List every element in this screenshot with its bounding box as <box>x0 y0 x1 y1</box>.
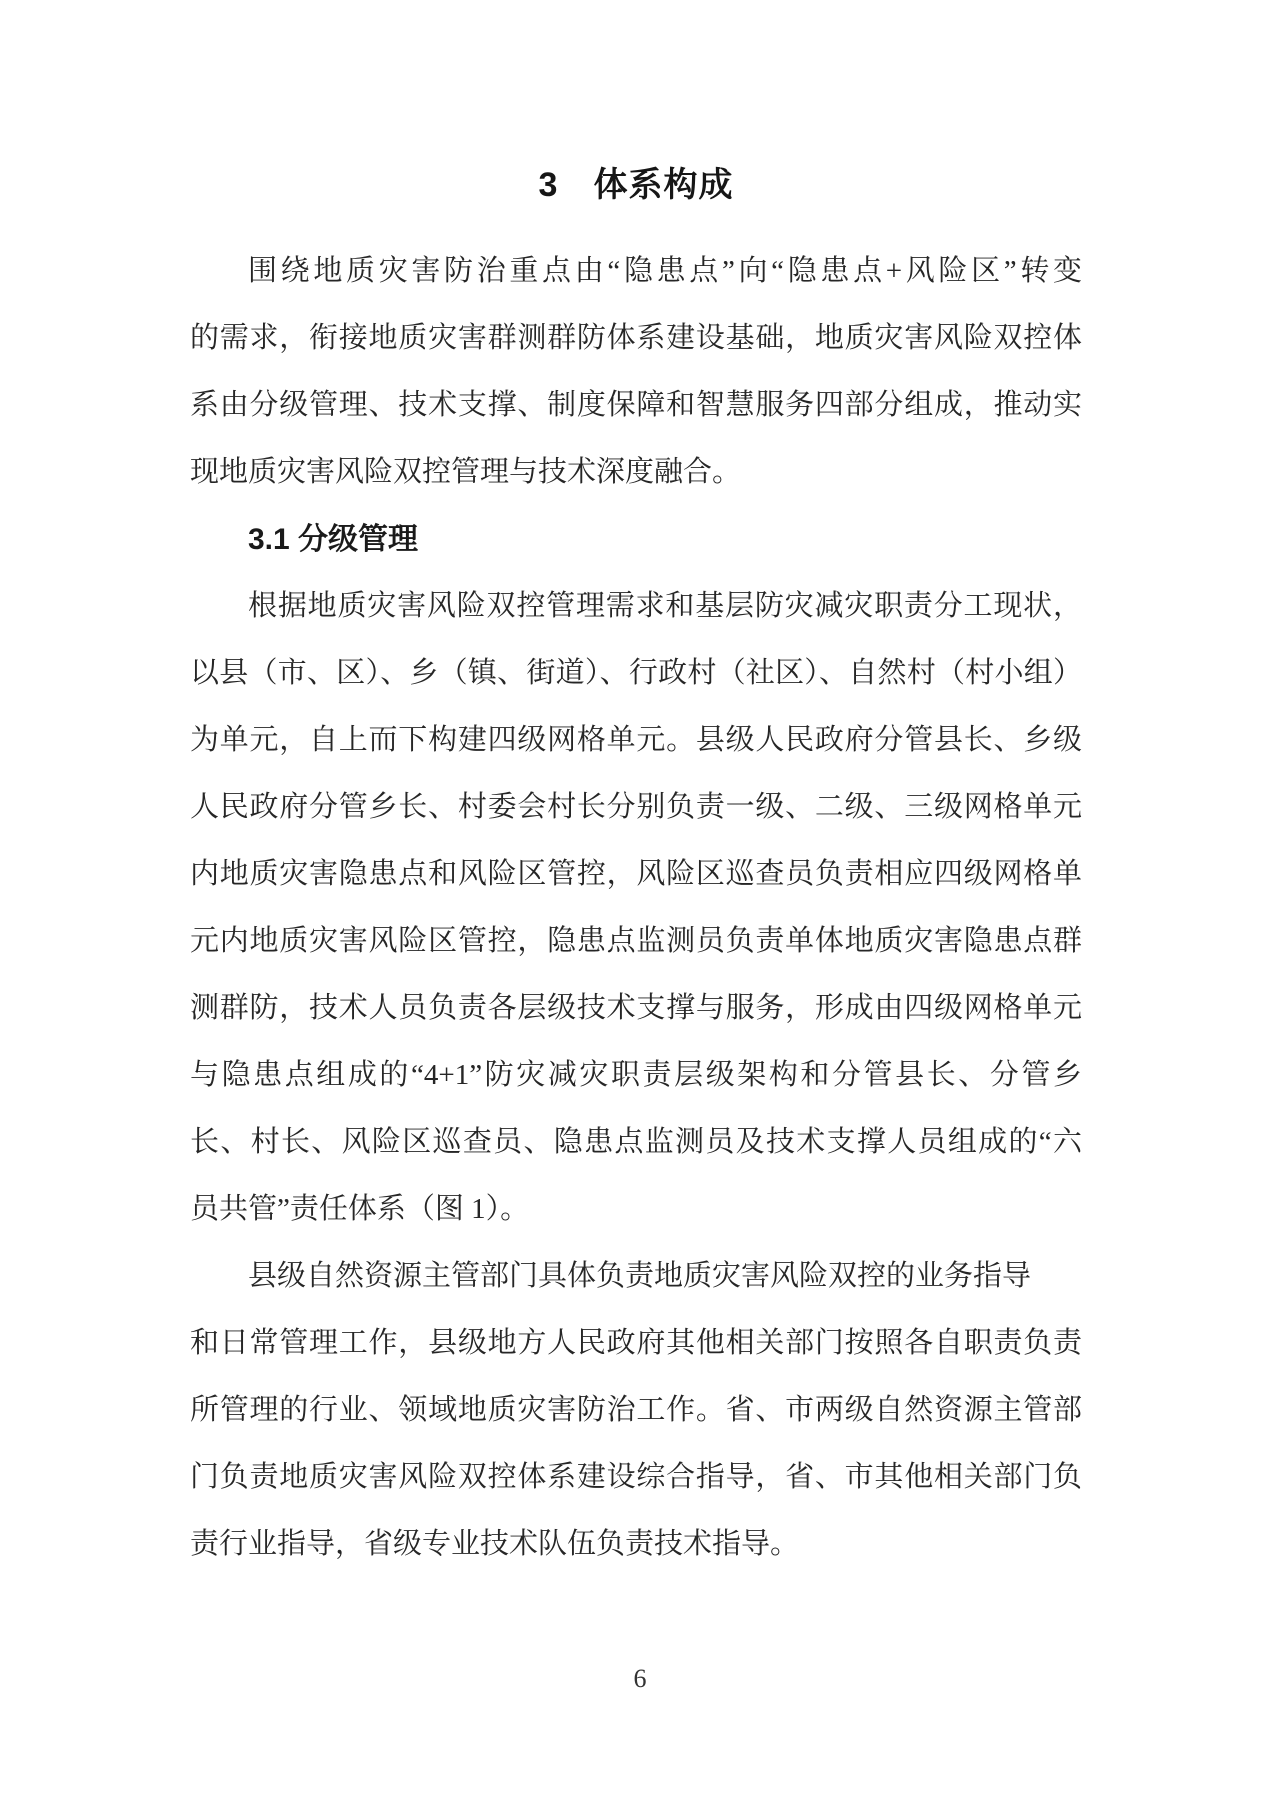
text-line: 县级自然资源主管部门具体负责地质灾害风险双控的业务指导 <box>248 1260 1032 1292</box>
text-line: 长、村长、风险区巡查员、隐患点监测员及技术支撑人员组成的“六 <box>190 1126 1082 1158</box>
paragraph-responsibilities <box>190 1243 1082 1578</box>
text-line: 责行业指导，省级专业技术队伍负责技术指导。 <box>190 1528 800 1560</box>
text-line: 围绕地质灾害防治重点由“隐患点”向“隐患点+风险区”转变 <box>248 255 1082 287</box>
page-content <box>0 160 1280 1578</box>
text-line: 元内地质灾害风险区管控，隐患点监测员负责单体地质灾害隐患点群 <box>190 925 1082 957</box>
text-line: 员共管”责任体系（图 1）。 <box>190 1193 530 1225</box>
text-line: 和日常管理工作，县级地方人民政府其他相关部门按照各自职责负责 <box>190 1327 1082 1359</box>
text-line: 的需求，衔接地质灾害群测群防体系建设基础，地质灾害风险双控体 <box>190 322 1082 354</box>
text-line: 系由分级管理、技术支撑、制度保障和智慧服务四部分组成，推动实 <box>190 389 1082 421</box>
text-line: 内地质灾害隐患点和风险区管控，风险区巡查员负责相应四级网格单 <box>190 858 1082 890</box>
paragraph-intro <box>190 238 1082 506</box>
text-line: 人民政府分管乡长、村委会村长分别负责一级、二级、三级网格单元 <box>190 791 1082 823</box>
text-line: 现地质灾害风险双控管理与技术深度融合。 <box>190 456 742 488</box>
paragraph-grading-management <box>190 573 1082 1243</box>
subsection-heading-3-1: 3.1 分级管理 <box>248 523 419 556</box>
text-line: 所管理的行业、领域地质灾害防治工作。省、市两级自然资源主管部 <box>190 1394 1082 1426</box>
text-line: 门负责地质灾害风险双控体系建设综合指导，省、市其他相关部门负 <box>190 1461 1082 1493</box>
text-line: 测群防，技术人员负责各层级技术支撑与服务，形成由四级网格单元 <box>190 992 1082 1024</box>
text-line: 与隐患点组成的“4+1”防灾减灾职责层级架构和分管县长、分管乡 <box>190 1059 1082 1091</box>
text-line: 为单元，自上而下构建四级网格单元。县级人民政府分管县长、乡级 <box>190 724 1082 756</box>
chapter-title: 3 体系构成 <box>538 166 734 204</box>
text-line: 以县（市、区）、乡（镇、街道）、行政村（社区）、自然村（村小组） <box>190 657 1082 689</box>
page-number: 6 <box>633 1664 647 1693</box>
text-line: 根据地质灾害风险双控管理需求和基层防灾减灾职责分工现状， <box>248 590 1082 622</box>
